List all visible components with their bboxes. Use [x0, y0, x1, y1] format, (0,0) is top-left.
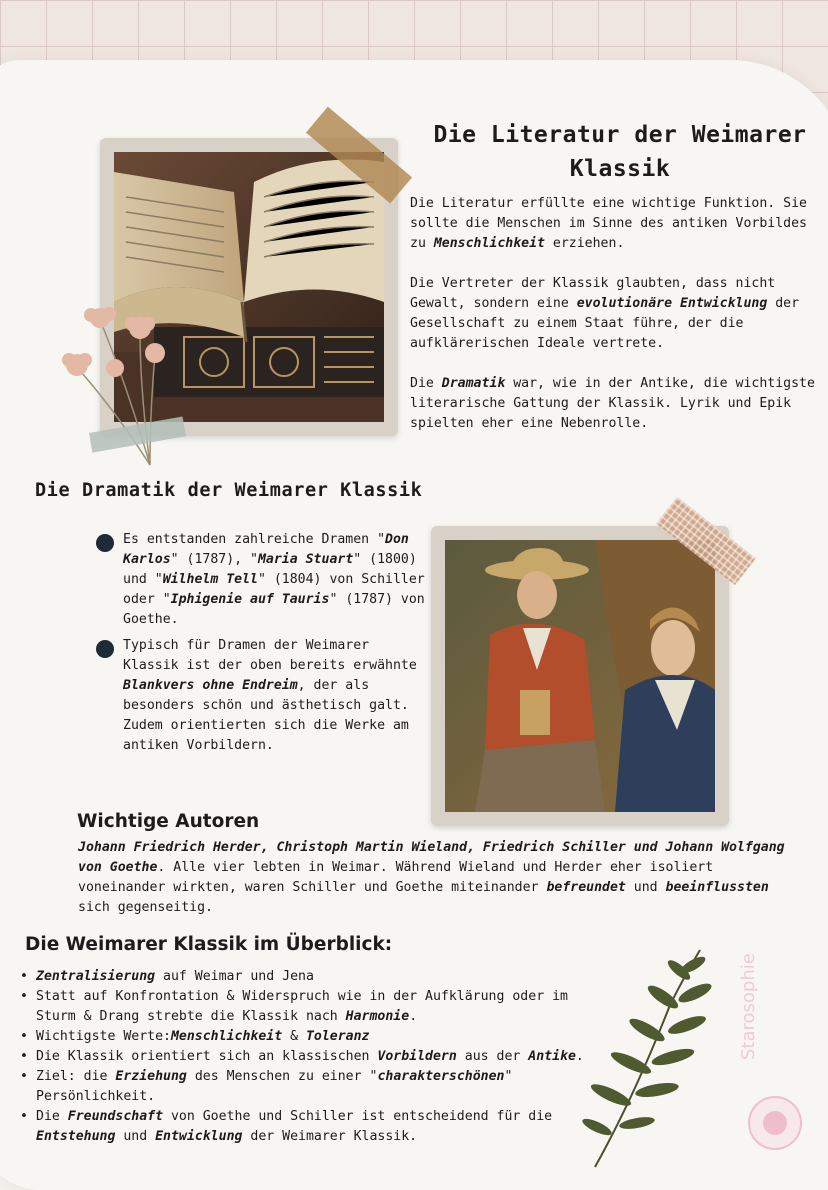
- watermark-text: Starosophie: [738, 953, 759, 1060]
- list-item: • Die Freundschaft von Goethe und Schiller ist entscheidend für die Entstehung und Entwicklung der Weimarer Klassik.: [20, 1107, 610, 1147]
- page-title: Die Literatur der Weimarer Klassik: [433, 122, 807, 182]
- intro-paragraph-2: Die Vertreter der Klassik glaubten, dass nicht Gewalt, sondern eine evolutionäre Entwicklung der Gesellschaft zu einem Staat führe, der die aufklärerischen Ideale vertrete.: [410, 276, 800, 351]
- list-item: • Wichtigste Werte:Menschlichkeit & Toleranz: [20, 1027, 610, 1047]
- bullet-dot: [96, 534, 114, 552]
- list-item: • Statt auf Konfrontation & Widerspruch wie in der Aufklärung oder im Sturm & Drang strebte die Klassik nach Harmonie.: [20, 987, 610, 1027]
- list-item: Typisch für Dramen der Weimarer Klassik ist der oben bereits erwähnte Blankvers ohne Endreim, der als besonders schön und ästhetisch galt. Zudem orientierten sich die Werke am antiken Vorbildern.: [96, 636, 426, 756]
- seal-center: [763, 1111, 787, 1135]
- list-item: • Ziel: die Erziehung des Menschen zu einer "charakterschönen" Persönlichkeit.: [20, 1067, 610, 1107]
- intro-text: [410, 194, 820, 454]
- list-item: • Die Klassik orientiert sich an klassischen Vorbildern aus der Antike.: [20, 1047, 610, 1067]
- goethe-schiller-painting: [445, 540, 715, 812]
- painting-photo-frame: [431, 526, 729, 826]
- fern-illustration: [575, 945, 725, 1170]
- overview-list: [20, 967, 610, 1147]
- overview-heading: Die Weimarer Klassik im Überblick:: [25, 934, 393, 955]
- intro-paragraph-3: Die Dramatik war, wie in der Antike, die wichtigste literarische Gattung der Klassik. Lyrik und Epik spielten eher eine Nebenrolle.: [410, 376, 815, 431]
- autoren-text: Johann Friedrich Herder, Christoph Martin Wieland, Friedrich Schiller und Johann Wolfgang von Goethe. Alle vier lebten in Weimar. Während Wieland und Herder eher isoliert voneinander wirkten, waren Schiller und Goethe miteinander befreundet und beeinflussten sich gegenseitig.: [78, 840, 785, 915]
- bullet-dot: [96, 640, 114, 658]
- autoren-heading: Wichtige Autoren: [77, 811, 260, 832]
- list-item: • Zentralisierung auf Weimar und Jena: [20, 967, 610, 987]
- list-item: Es entstanden zahlreiche Dramen "Don Karlos" (1787), "Maria Stuart" (1800) und "Wilhelm Tell" (1804) von Schiller oder "Iphigenie auf Tauris" (1787) von Goethe.: [96, 530, 426, 630]
- flower-illustration: [55, 300, 195, 475]
- dramen-list: [96, 530, 426, 762]
- intro-paragraph-1: Die Literatur erfüllte eine wichtige Funktion. Sie sollte die Menschen im Sinne des antiken Vorbildes zu Menschlichkeit erziehen.: [410, 196, 807, 251]
- watermark-seal: [748, 1096, 802, 1150]
- dramatik-heading: Die Dramatik der Weimarer Klassik: [35, 480, 423, 501]
